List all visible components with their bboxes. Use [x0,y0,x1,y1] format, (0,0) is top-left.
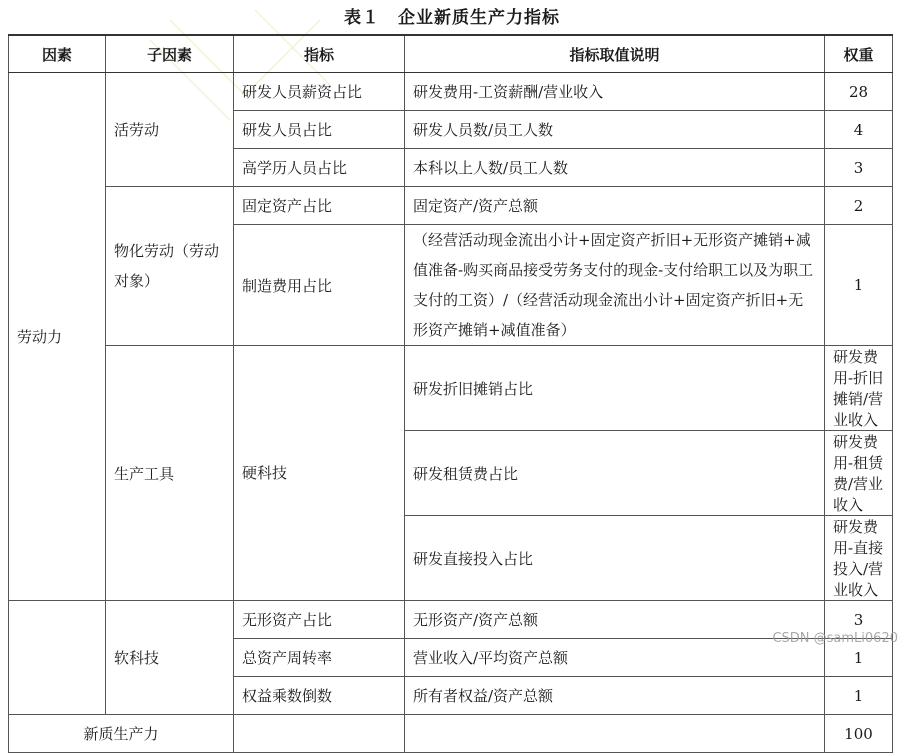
indicator-cell: 高学历人员占比 [234,149,405,187]
description-cell: 研发费用-直接投入/营业收入 [825,516,893,601]
total-row [9,715,893,753]
description-cell: 研发费用-租赁费/营业收入 [825,431,893,516]
csdn-watermark: CSDN @samLi0620 [772,631,898,646]
weight-cell: 4 [825,111,893,149]
subfactor-soft-tech: 软科技 [106,601,234,715]
header-weight: 权重 [825,35,893,73]
table-row [9,187,893,225]
factor-labor: 劳动力 [9,73,106,601]
weight-cell: 1 [825,639,893,677]
indicator-cell: 固定资产占比 [234,187,405,225]
header-description: 指标取值说明 [405,35,825,73]
table-row [9,346,893,431]
indicator-cell: 总资产周转率 [234,639,405,677]
table-row [9,601,893,639]
description-cell: 本科以上人数/员工人数 [405,149,825,187]
table-row [9,73,893,111]
description-cell: 无形资产/资产总额 [405,601,825,639]
weight-cell: 1 [825,225,893,346]
description-cell: 所有者权益/资产总额 [405,677,825,715]
description-cell: 固定资产/资产总额 [405,187,825,225]
description-cell: 研发人员数/员工人数 [405,111,825,149]
weight-cell: 3 [825,601,893,639]
weight-cell: 28 [825,73,893,111]
subfactor-living-labor: 活劳动 [106,73,234,187]
indicator-cell: 研发人员占比 [234,111,405,149]
description-cell: 研发费用-折旧摊销/营业收入 [825,346,893,431]
description-cell: 营业收入/平均资产总额 [405,639,825,677]
total-empty-indicator [234,715,405,753]
indicator-cell: 权益乘数倒数 [234,677,405,715]
total-label: 新质生产力 [9,715,234,753]
indicator-cell: 制造费用占比 [234,225,405,346]
weight-cell: 1 [825,677,893,715]
indicator-cell: 无形资产占比 [234,601,405,639]
indicator-cell: 研发直接投入占比 [405,516,825,601]
table-header-row [9,35,893,73]
weight-cell: 2 [825,187,893,225]
indicator-cell: 研发租赁费占比 [405,431,825,516]
subfactor-hard-tech: 硬科技 [234,346,405,601]
indicator-cell: 研发折旧摊销占比 [405,346,825,431]
indicator-cell: 研发人员薪资占比 [234,73,405,111]
description-cell: （经营活动现金流出小计+固定资产折旧+无形资产摊销+减值准备-购买商品接受劳务支付的现金-支付给职工以及为职工支付的工资）/（经营活动现金流出小计+固定资产折旧+无形资产摊销+减值准备） [405,225,825,346]
total-empty-description [405,715,825,753]
subfactor-materialized-labor: 物化劳动（劳动对象） [106,187,234,346]
indicator-table [8,34,893,753]
header-factor: 因素 [9,35,106,73]
factor-empty-cell [9,601,106,715]
description-cell: 研发费用-工资薪酬/营业收入 [405,73,825,111]
total-weight: 100 [825,715,893,753]
header-subfactor: 子因素 [106,35,234,73]
weight-cell: 3 [825,149,893,187]
factor-tools: 生产工具 [106,346,234,601]
header-indicator: 指标 [234,35,405,73]
table-title: 表１ 企业新质生产力指标 [344,8,560,28]
